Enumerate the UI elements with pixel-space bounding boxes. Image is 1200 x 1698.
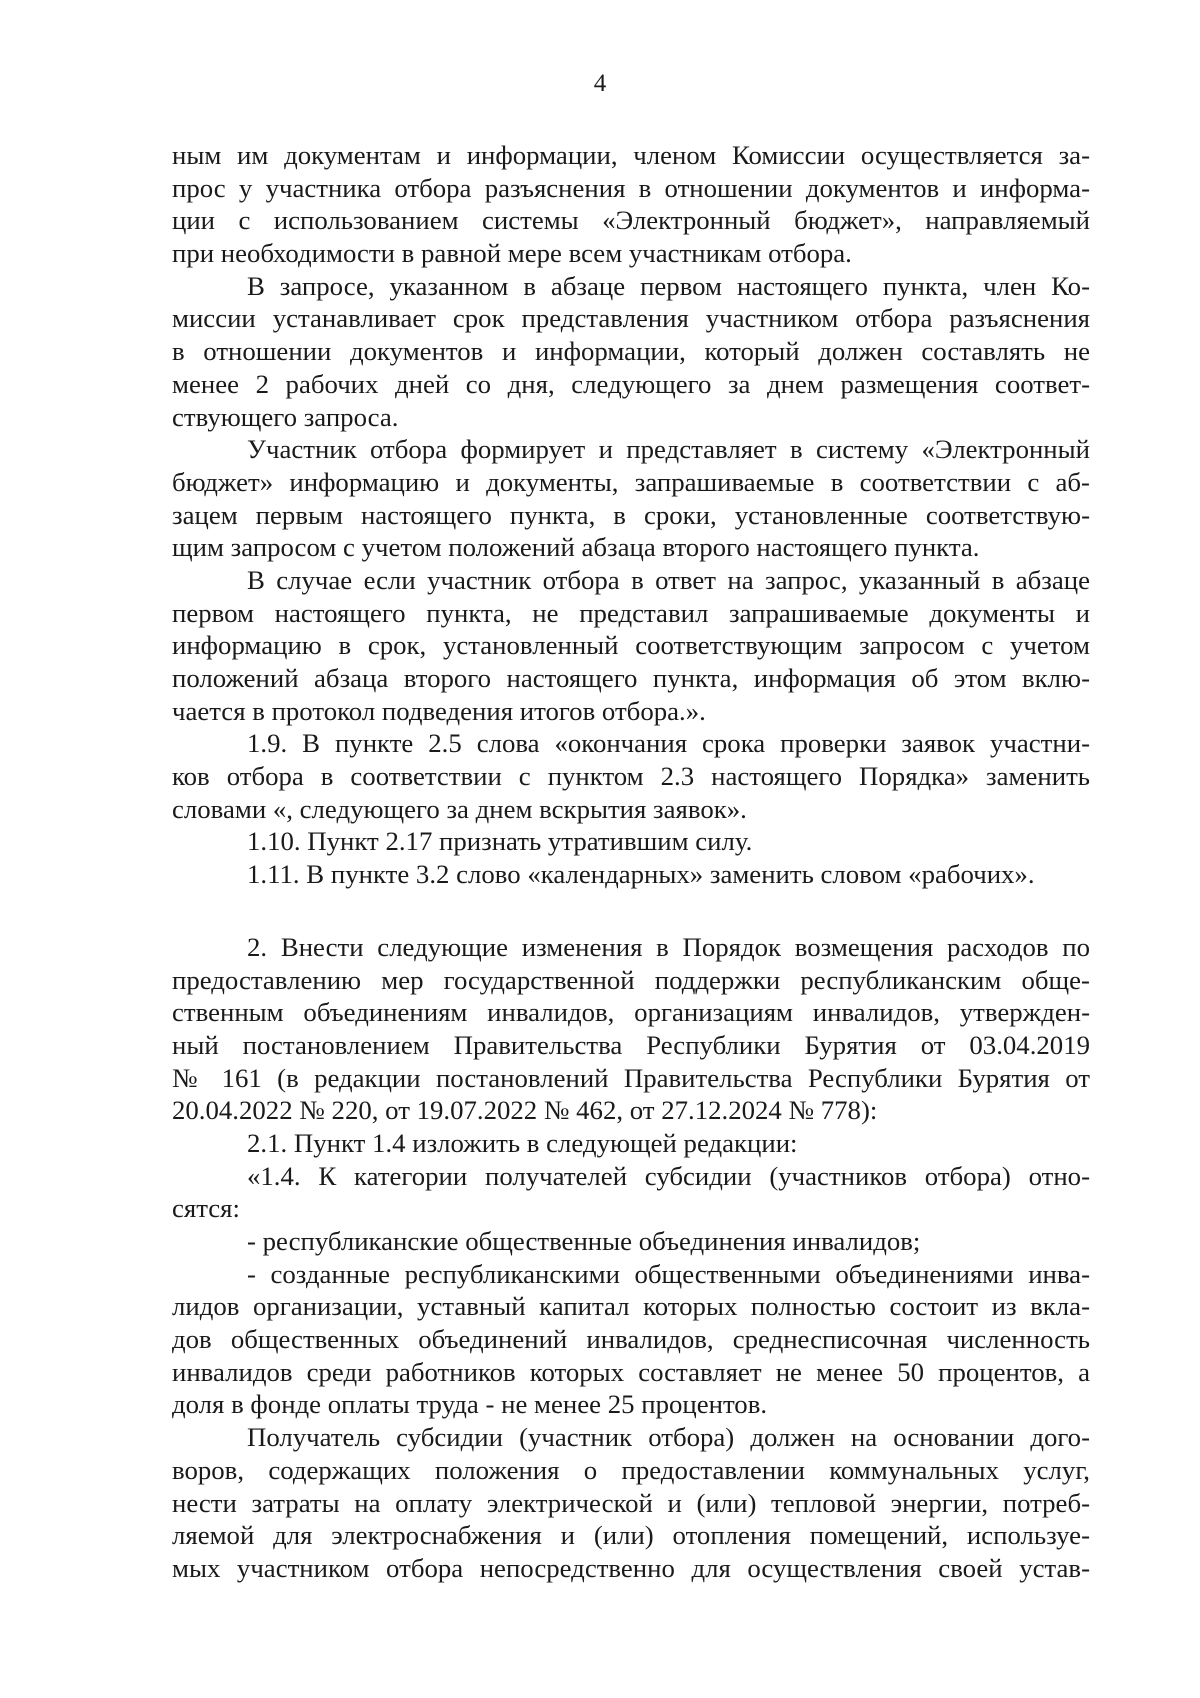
text-line: предоставлению мер государственной поддержки республиканским обще- (172, 964, 1090, 995)
paragraph (172, 1225, 1090, 1258)
text-line: В случае если участник отбора в ответ на запрос, указанный в абзаце (247, 564, 1090, 595)
text-line: инвалидов среди работников которых составляет не менее 50 процентов, а (172, 1356, 1090, 1387)
text-line: ственным объединениям инвалидов, организациям инвалидов, утвержден- (172, 997, 1090, 1028)
text-line: дов общественных объединений инвалидов, среднесписочная численность (172, 1324, 1090, 1355)
text-line: положений абзаца второго настоящего пункта, информация об этом вклю- (172, 663, 1090, 693)
text-line: бюджет» информацию и документы, запрашиваемые в соответствии с аб- (172, 466, 1090, 497)
text-line: сятся: (172, 1193, 240, 1224)
paragraph (172, 727, 1090, 825)
paragraph-gap (172, 891, 1090, 931)
text-line: доля в фонде оплаты труда - не менее 25 процентов. (172, 1389, 768, 1420)
text-line: ков отбора в соответствии с пунктом 2.3 настоящего Порядка» заменить (172, 761, 1090, 792)
text-line: ный постановлением Правительства Республики Бурятия от 03.04.2019 (172, 1029, 1090, 1060)
text-line: в отношении документов и информации, который должен составлять не (172, 336, 1090, 367)
text-line: 1.11. В пункте 3.2 слово «календарных» заменить словом «рабочих». (247, 859, 1035, 890)
text-line: ляемой для электроснабжения и (или) отопления помещений, используе- (172, 1520, 1090, 1551)
text-line: при необходимости в равной мере всем участникам отбора. (172, 238, 852, 269)
text-line: первом настоящего пункта, не представил запрашиваемые документы и (172, 597, 1090, 628)
text-line: Получатель субсидии (участник отбора) должен на основании дого- (247, 1422, 1090, 1453)
text-line: менее 2 рабочих дней со дня, следующего за днем размещения соответ- (172, 368, 1090, 399)
text-line: «1.4. К категории получателей субсидии (участников отбора) отно- (247, 1160, 1090, 1191)
paragraph (172, 270, 1090, 433)
paragraph (172, 1127, 1090, 1160)
paragraph (172, 433, 1090, 564)
text-line: чается в протокол подведения итогов отбора.». (172, 695, 706, 726)
text-line: Участник отбора формирует и представляет в систему «Электронный (247, 434, 1090, 465)
text-line: воров, содержащих положения о предоставлении коммунальных услуг, (172, 1454, 1090, 1485)
text-line: 1.9. В пункте 2.5 слова «окончания срока проверки заявок участни- (247, 728, 1090, 759)
text-line: 1.10. Пункт 2.17 признать утратившим силу. (247, 826, 753, 857)
text-line: миссии устанавливает срок представления участником отбора разъяснения (172, 303, 1090, 334)
text-line: 2. Внести следующие изменения в Порядок возмещения расходов по (247, 931, 1090, 962)
text-line: словами «, следующего за днем вскрытия заявок». (172, 793, 747, 824)
text-line: зацем первым настоящего пункта, в сроки, установленные соответствую- (172, 499, 1090, 530)
text-line: прос у участника отбора разъяснения в отношении документов и информа- (172, 172, 1090, 203)
text-line: ции с использованием системы «Электронный бюджет», направляемый (172, 205, 1090, 236)
paragraph (172, 564, 1090, 727)
text-line: - республиканские общественные объединения инвалидов; (247, 1226, 921, 1256)
paragraph (172, 1258, 1090, 1421)
paragraph (172, 931, 1090, 1127)
text-line: ствующего запроса. (172, 401, 399, 432)
text-line: нести затраты на оплату электрической и (или) тепловой энергии, потреб- (172, 1487, 1090, 1518)
text-line: лидов организации, уставный капитал которых полностью состоит из вкла- (172, 1291, 1090, 1322)
text-line: ным им документам и информации, членом Комиссии осуществляется за- (172, 140, 1090, 170)
paragraph (172, 1421, 1090, 1584)
page-number: 4 (593, 70, 607, 97)
text-line: мых участником отбора непосредственно для осуществления своей устав- (172, 1552, 1090, 1583)
paragraph (172, 825, 1090, 858)
text-line: В запросе, указанном в абзаце первом настоящего пункта, член Ко- (247, 270, 1090, 301)
text-line: 2.1. Пункт 1.4 изложить в следующей редакции: (247, 1127, 798, 1158)
paragraph (172, 1160, 1090, 1225)
text-line: № 161 (в редакции постановлений Правительства Республики Бурятия от (172, 1062, 1090, 1093)
text-line: информацию в срок, установленный соответствующим запросом с учетом (172, 630, 1090, 661)
text-line: 20.04.2022 № 220, от 19.07.2022 № 462, от 27.12.2024 № 778): (172, 1095, 878, 1126)
document-body (172, 139, 1090, 1585)
text-line: щим запросом с учетом положений абзаца второго настоящего пункта. (172, 532, 980, 563)
paragraph (172, 858, 1090, 891)
paragraph (172, 139, 1090, 270)
text-line: - созданные республиканскими общественными объединениями инва- (247, 1258, 1090, 1289)
